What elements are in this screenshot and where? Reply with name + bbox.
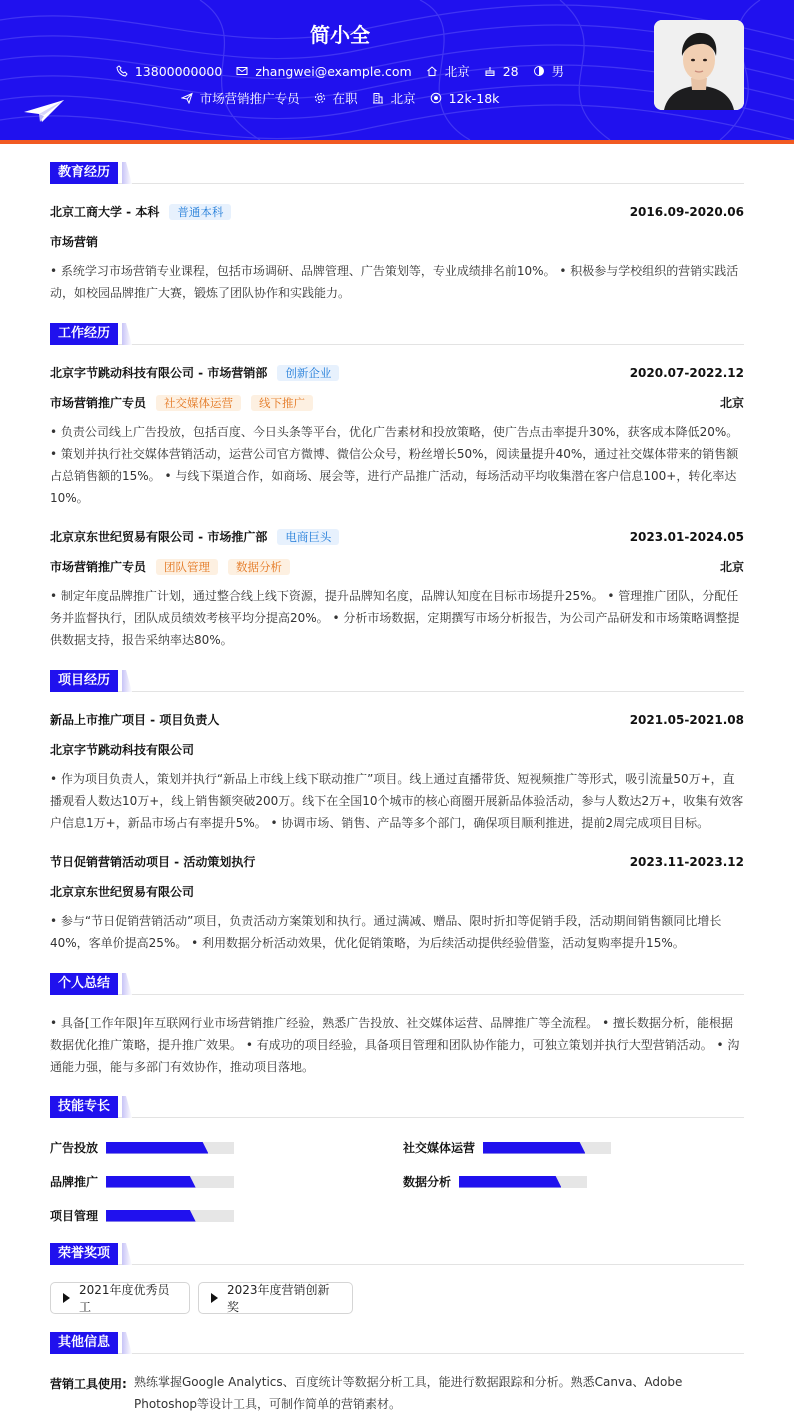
section-title: 项目经历 — [50, 670, 118, 692]
skill-item — [50, 1139, 234, 1156]
school-name: 北京工商大学 - 本科 — [50, 205, 160, 219]
position-info — [181, 89, 300, 107]
education-description: • 系统学习市场营销专业课程，包括市场调研、品牌管理、广告策划等，专业成绩排名前10%。 • 积极参与学校组织的营销实践活动，如校园品牌推广大赛，锻炼了团队协作和实践能力。 — [50, 264, 739, 300]
section-header — [50, 973, 744, 995]
role-tag: 数据分析 — [228, 559, 290, 575]
age-text: 28 — [502, 63, 519, 79]
section-title: 个人总结 — [50, 973, 118, 995]
education-row — [50, 203, 744, 220]
major-name: 市场营销 — [50, 235, 99, 249]
education-date: 2016.09-2020.06 — [629, 204, 744, 219]
triangle-right-icon — [63, 1293, 70, 1303]
section-title: 其他信息 — [50, 1332, 118, 1354]
skill-item — [50, 1173, 234, 1190]
school-tag: 普通本科 — [169, 204, 231, 220]
project-company-row — [50, 883, 744, 900]
work-city: 北京 — [719, 560, 744, 574]
email-info — [236, 64, 411, 79]
city-text: 北京 — [444, 64, 470, 79]
work-city: 北京 — [719, 396, 744, 410]
project-date: 2021.05-2021.08 — [629, 712, 744, 727]
project-name: 新品上市推广项目 - 项目负责人 — [50, 713, 220, 727]
company-name: 北京京东世纪贸易有限公司 - 市场推广部 — [50, 530, 268, 544]
work-role-row — [50, 558, 744, 575]
section-title: 荣誉奖项 — [50, 1243, 118, 1265]
award-name: 2021年度优秀员工 — [79, 1283, 170, 1314]
award-item — [50, 1282, 190, 1314]
section-title: 工作经历 — [50, 323, 118, 345]
section-title-decoration — [122, 973, 132, 995]
gear-icon — [314, 92, 326, 104]
work-section — [50, 323, 744, 647]
skill-bar-fill — [459, 1176, 561, 1188]
work-city-text: 北京 — [390, 91, 416, 106]
triangle-right-icon — [211, 1293, 218, 1303]
work-description: • 负责公司线上广告投放，包括百度、今日头条等平台，优化广告素材和投放策略，使广告点击率提升30%，获客成本降低20%。 • 策划并执行社交媒体营销活动，运营公司官方微博、微信公众号，粉丝增长50%，阅读量提升40%，通过社交媒体带来的销售额占总销售额的15%。 • 与线下渠道合作，如商场、展会等，进行产品推广活动，每场活动平均收集潜在客户信息100+，转化率达10%。 — [50, 425, 739, 505]
resume-header — [0, 0, 794, 140]
section-title-decoration — [122, 1096, 132, 1118]
role-name: 市场营销推广专员 — [50, 560, 147, 574]
section-title: 教育经历 — [50, 162, 118, 184]
skill-bar-fill — [106, 1176, 196, 1188]
job-intent-row — [0, 89, 680, 107]
skill-bar-fill — [483, 1142, 585, 1154]
phone-info — [116, 64, 222, 79]
send-icon — [181, 92, 193, 104]
section-title-decoration — [122, 670, 132, 692]
other-text: 熟练掌握Google Analytics、百度统计等数据分析工具，能进行数据跟踪和分析。熟悉Canva、Adobe Photoshop等设计工具，可制作简单的营销素材。 — [134, 1375, 683, 1411]
company-name: 北京字节跳动科技有限公司 - 市场营销部 — [50, 366, 268, 380]
status-text: 在职 — [332, 91, 358, 106]
paper-plane-icon — [22, 98, 66, 126]
project-date: 2023.11-2023.12 — [629, 854, 744, 869]
section-title: 技能专长 — [50, 1096, 118, 1118]
age-info — [484, 64, 519, 79]
phone-icon — [116, 65, 128, 77]
work-role-row — [50, 394, 744, 411]
project-company: 北京字节跳动科技有限公司 — [50, 743, 195, 757]
project-row — [50, 853, 744, 870]
education-section — [50, 162, 744, 300]
skill-name: 品牌推广 — [50, 1175, 99, 1189]
section-header — [50, 670, 744, 692]
gender-info — [533, 62, 565, 80]
skill-item — [403, 1173, 587, 1190]
major-row — [50, 233, 744, 250]
skill-name: 广告投放 — [50, 1141, 99, 1155]
work-city-info — [372, 89, 416, 107]
skill-bar — [106, 1142, 234, 1154]
skill-name: 社交媒体运营 — [403, 1141, 476, 1155]
section-title-decoration — [122, 1332, 132, 1354]
project-description: • 作为项目负责人，策划并执行“新品上市线上线下联动推广”项目。线上通过直播带货、短视频推广等形式，吸引流量50万+，直播观看人数达10万+，线上销售额突破200万。线下在全国10个城市的核心商圈开展新品体验活动，参与人数达2万+，收集有效客户信息1万+，新品市场占有率提升5%。 • 协调市场、销售、产品等多个部门，确保项目顺利推进，提前2周完成项目目标。 — [50, 772, 744, 830]
other-section — [50, 1332, 744, 1411]
project-company: 北京京东世纪贸易有限公司 — [50, 885, 195, 899]
position-text: 市场营销推广专员 — [199, 91, 300, 106]
section-header — [50, 323, 744, 345]
other-label: 营销工具使用: — [50, 1377, 127, 1391]
work-company-row — [50, 528, 744, 545]
role-name: 市场营销推广专员 — [50, 396, 147, 410]
project-section — [50, 670, 744, 950]
role-tag: 社交媒体运营 — [156, 395, 241, 411]
home-icon — [426, 65, 438, 77]
gender-icon — [533, 65, 545, 77]
salary-text: 12k-18k — [448, 90, 500, 106]
awards-section — [50, 1243, 744, 1314]
work-company-row — [50, 364, 744, 381]
contact-row — [0, 62, 680, 80]
work-description: • 制定年度品牌推广计划，通过整合线上线下资源，提升品牌知名度，品牌认知度在目标市场提升25%。 • 管理推广团队，分配任务并监督执行，团队成员绩效考核平均分提高20%。 • 分析市场数据，定期撰写市场分析报告，为公司产品研发和市场策略调整提供数据支持，报告采纳率达80%。 — [50, 589, 740, 647]
skill-item — [50, 1207, 234, 1224]
avatar-icon — [654, 20, 744, 110]
section-header — [50, 162, 744, 184]
awards-list — [50, 1282, 744, 1314]
summary-section — [50, 973, 744, 1074]
building-icon — [372, 92, 384, 104]
skill-bar-fill — [106, 1210, 196, 1222]
award-name: 2023年度营销创新奖 — [227, 1283, 330, 1314]
company-tag: 创新企业 — [277, 365, 339, 381]
mail-icon — [236, 65, 248, 77]
city-info — [426, 62, 470, 80]
skill-bar — [106, 1176, 234, 1188]
skill-bar-fill — [106, 1142, 208, 1154]
skill-bar — [459, 1176, 587, 1188]
phone-text: 13800000000 — [134, 63, 223, 79]
section-title-decoration — [122, 1243, 132, 1265]
section-header — [50, 1243, 744, 1265]
project-name: 节日促销营销活动项目 - 活动策划执行 — [50, 855, 256, 869]
company-tag: 电商巨头 — [277, 529, 339, 545]
email-text: zhangwei@example.com — [255, 63, 412, 79]
candidate-name: 简小全 — [310, 23, 370, 47]
project-row — [50, 711, 744, 728]
award-item — [198, 1282, 353, 1314]
project-company-row — [50, 741, 744, 758]
section-header — [50, 1332, 744, 1354]
summary-description: • 具备[工作年限]年互联网行业市场营销推广经验，熟悉广告投放、社交媒体运营、品牌推广等全流程。 • 擅长数据分析，能根据数据优化推广策略，提升推广效果。 • 有成功的项目经验，具备项目管理和团队协作能力，可独立策划并执行大型营销活动。 • 沟通能力强，能与多部门有效协作，推动项目落地。 — [50, 1016, 740, 1074]
work-date: 2020.07-2022.12 — [629, 365, 744, 380]
cake-icon — [484, 65, 496, 77]
role-tag: 团队管理 — [156, 559, 218, 575]
project-description: • 参与“节日促销营销活动”项目，负责活动方案策划和执行。通过满减、赠品、限时折扣等促销手段，活动期间销售额同比增长40%，客单价提高25%。 • 利用数据分析活动效果，优化促销策略，为后续活动提供经验借鉴，活动复购率提升15%。 — [50, 914, 722, 950]
skill-item — [403, 1139, 611, 1156]
header-accent-bar — [0, 140, 794, 144]
skills-section — [50, 1096, 744, 1223]
work-date: 2023.01-2024.05 — [629, 529, 744, 544]
money-icon — [430, 92, 442, 104]
skill-bar — [483, 1142, 611, 1154]
role-tag: 线下推广 — [251, 395, 313, 411]
section-title-decoration — [122, 162, 132, 184]
salary-info — [430, 91, 500, 106]
skill-name: 项目管理 — [50, 1209, 99, 1223]
status-info — [314, 89, 358, 107]
gender-text: 男 — [551, 64, 565, 79]
section-title-decoration — [122, 323, 132, 345]
section-header — [50, 1096, 744, 1118]
skill-name: 数据分析 — [403, 1175, 452, 1189]
skill-bar — [106, 1210, 234, 1222]
avatar-photo — [654, 20, 744, 110]
